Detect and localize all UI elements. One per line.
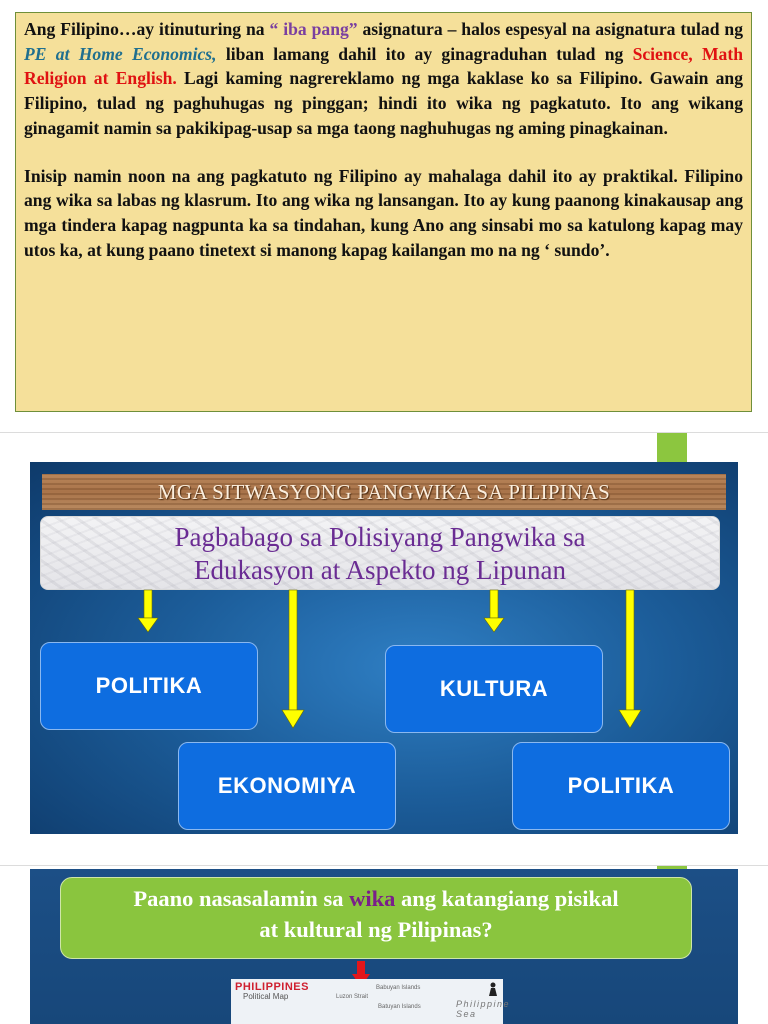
box-ekonomiya: EKONOMIYA [178, 742, 396, 830]
question-box [60, 877, 692, 959]
slide-question [30, 869, 738, 1024]
philippines-map-thumbnail [231, 979, 511, 1024]
map-label-philippine-sea: Philippine Sea [456, 999, 511, 1019]
pe-home-economics-highlight: PE at Home Economics, [24, 43, 217, 64]
policy-header-line-1: Pagbabago sa Polisiyang Pangwika sa [174, 522, 586, 552]
slide-language-situations [30, 462, 738, 834]
question-line-2: at kultural ng Pilipinas? [259, 917, 493, 942]
map-title: PHILIPPINES [235, 981, 309, 993]
arrow-down-icon [484, 590, 504, 632]
paragraph-2: Inisip namin noon na ang pagkatuto ng Filipino ay mahalaga dahil ito ay praktikal. Filipino ang wika sa labas ng klasrum. Ito ang wika ng lansangan. Ito ay kung paanong kinakausap ang mga tindera kapag nagpunta ka sa tindahan, kung Ano ang sinsabi mo sa katulong kapag may utos ka, at kung paano tinetext si manong kapag kailangan mo na ng ‘ sundo’. [24, 165, 743, 260]
iba-pang-highlight: “ iba pang” [269, 19, 358, 39]
arrow-down-icon [138, 590, 158, 632]
slide-divider-1 [0, 432, 768, 433]
paragraph-1-text-d: Lagi kaming nagrereklamo ng mga kaklase ko sa Filipino. Gawain ang Filipino, tulad ng paghuhugas ng pinggan; hindi ito wika ng pagkatuto. Ito ang wikang ginagamit namin sa pakikipag-usap sa mga taong naghuhugas ng aming pinagkainan. [24, 68, 743, 138]
wood-banner: MGA SITWASYONG PANGWIKA SA PILIPINAS [42, 474, 726, 510]
map-label-luzon-strait: Luzon Strait [336, 994, 369, 1000]
map-label-babuyan: Babuyan Islands [376, 985, 421, 991]
question-line-1 [61, 883, 691, 914]
box-kultura: KULTURA [385, 645, 603, 733]
question-text-a: Paano nasasalamin sa [133, 886, 350, 911]
wika-highlight: wika [349, 886, 396, 911]
paragraph-1-text-b: asignatura – halos espesyal na asignatura tulad ng [357, 19, 743, 39]
paragraph-1 [24, 17, 743, 141]
arrow-down-icon [619, 590, 641, 728]
subjects-highlight: Science, Math Religion at English. [24, 43, 744, 89]
map-label-batuyan: Batuyan Islands [378, 1004, 421, 1010]
policy-header-line-2: Edukasyon at Aspekto ng Lipunan [194, 555, 566, 585]
map-subtitle: Political Map [243, 992, 289, 1001]
paragraph-1-text-a: Ang Filipino…ay itinuturing na [24, 19, 270, 39]
paragraph-1-text-c: liban lamang dahil ito ay ginagraduhan tulad ng [216, 43, 633, 64]
question-text-b: ang katangiang pisikal [395, 886, 619, 911]
text-box [15, 12, 752, 412]
box-politika-1: POLITIKA [40, 642, 258, 730]
person-icon [488, 982, 498, 996]
slide-divider-2 [0, 865, 768, 866]
box-politika-2: POLITIKA [512, 742, 730, 830]
arrow-down-icon [282, 590, 304, 728]
